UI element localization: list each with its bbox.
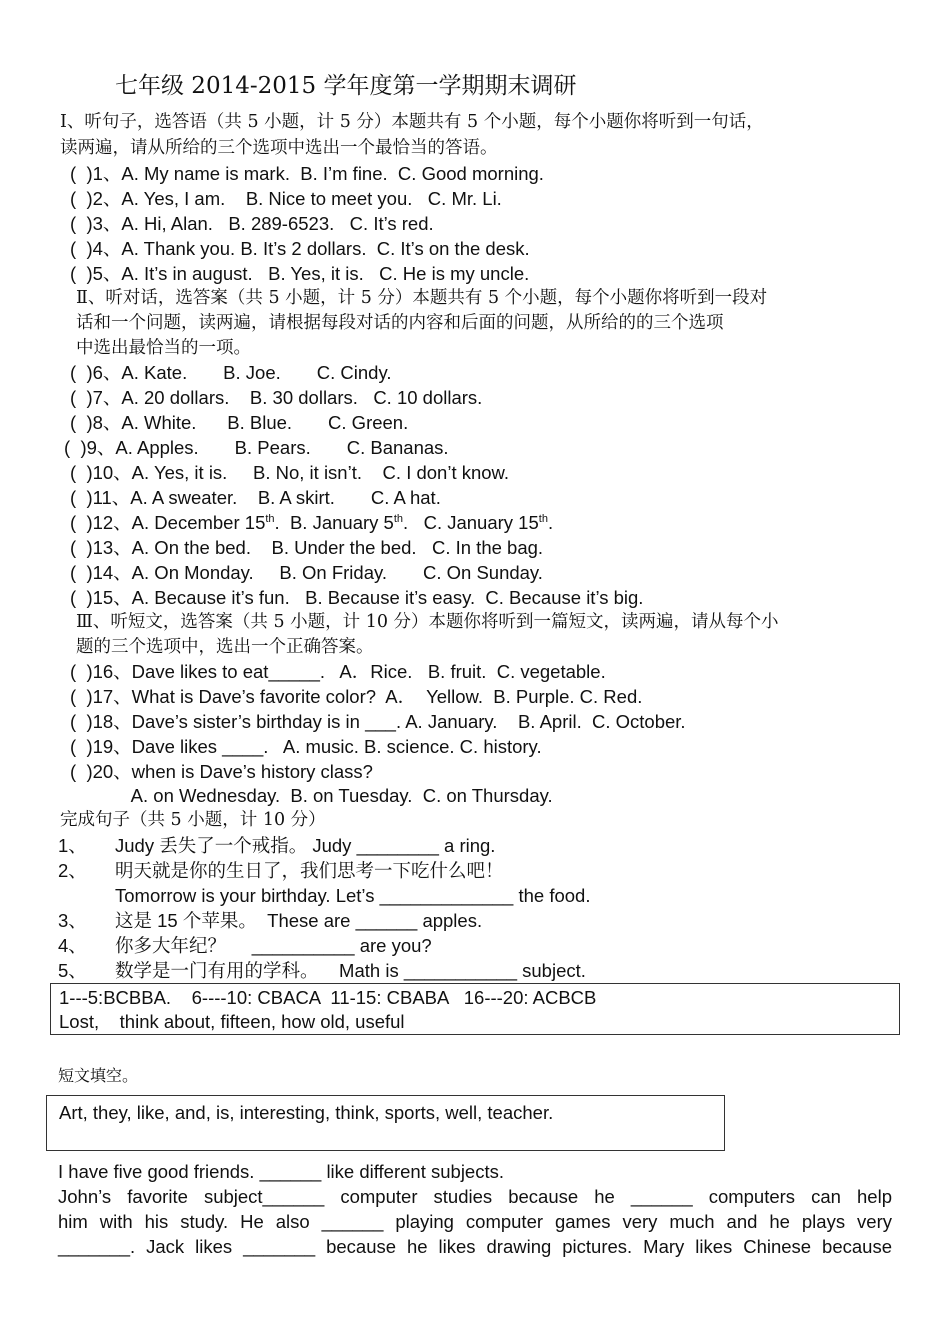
question-14: ( )14、A. On Monday. B. On Friday. C. On Sunday. [70, 562, 543, 583]
question-11: ( )11、A. A sweater. B. A skirt. C. A hat. [70, 487, 441, 508]
sentence-5-number: 5、 [58, 960, 87, 981]
passage-line-2: John’s favorite subject______ computer studies because he ______ computers can help [58, 1186, 892, 1207]
section4-heading: 完成句子（共 5 小题，计 10 分） [60, 810, 326, 830]
sentence-1: Judy 丢失了一个戒指。 Judy ________ a ring. [115, 835, 496, 856]
question-17: ( )17、What is Dave’s favorite color? A． Yellow. B. Purple. C. Red. [70, 686, 643, 707]
passage-line-4: _______. Jack likes _______ because he likes drawing pictures. Mary likes Chinese because [58, 1236, 892, 1257]
ordinal-suffix: th [538, 513, 548, 525]
question-7: ( )7、A. 20 dollars. B. 30 dollars. C. 10 dollars. [70, 387, 483, 408]
question-4: ( )4、A. Thank you. B. It’s 2 dollars. C. It’s on the desk. [70, 238, 530, 259]
section5-heading: 短文填空。 [58, 1066, 139, 1085]
sentence-3-number: 3、 [58, 910, 87, 931]
answer-key-line1: 1---5:BCBBA. 6----10: CBACA 11-15: CBABA 16---20: ACBCB [59, 987, 597, 1008]
answer-key-box [50, 983, 900, 1035]
sentence-2-english: Tomorrow is your birthday. Let’s _____________ the food. [115, 885, 591, 906]
question-12-end: . [547, 512, 554, 533]
question-12-part-a: ( )12、A. December 15 [70, 512, 266, 533]
question-1: ( )1、A. My name is mark. B. I’m fine. C. Good morning. [70, 163, 544, 184]
sentence-4-number: 4、 [58, 935, 87, 956]
exam-title: 七年级 2014-2015 学年度第一学期期末调研 [115, 73, 577, 99]
section2-heading-line2: 话和一个问题，读两遍，请根据每段对话的内容和后面的问题，从所给的的三个选项 [76, 313, 724, 333]
question-13: ( )13、A. On the bed. B. Under the bed. C. In the bag. [70, 537, 544, 558]
section2-heading-line1: Ⅱ、听对话，选答案（共 5 小题，计 5 分）本题共有 5 个小题，每个小题你将听到一段对 [76, 288, 768, 308]
question-6: ( )6、A. Kate. B. Joe. C. Cindy. [70, 362, 392, 383]
ordinal-suffix: th [393, 513, 404, 525]
question-18: ( )18、Dave’s sister’s birthday is in ___. A. January. B. April. C. October. [70, 711, 686, 732]
passage-line-3: him with his study. He also ______ playing computer games very much and he plays very [58, 1211, 892, 1232]
sentence-2-chinese: 明天就是你的生日了，我们思考一下吃什么吧！ [115, 860, 504, 881]
question-5: ( )5、A. It’s in august. B. Yes, it is. C. He is my uncle. [70, 263, 530, 284]
question-3: ( )3、A. Hi, Alan. B. 289-6523. C. It’s red. [70, 213, 434, 234]
question-8: ( )8、A. White. B. Blue. C. Green. [70, 412, 409, 433]
section1-heading-line2: 读两遍，请从所给的三个选项中选出一个最恰当的答语。 [60, 138, 498, 158]
sentence-4: 你多大年纪？ __________ are you? [115, 935, 432, 956]
word-bank-box [46, 1095, 725, 1151]
sentence-3: 这是 15 个苹果。 These are ______ apples. [115, 910, 483, 931]
section1-heading-line1: Ⅰ、听句子，选答语（共 5 小题，计 5 分）本题共有 5 个小题，每个小题你将听到一句话， [60, 112, 764, 132]
question-12 [70, 510, 553, 535]
word-bank: Art, they, like, and, is, interesting, think, sports, well, teacher. [59, 1102, 554, 1123]
question-12-part-b: . B. January 5 [274, 512, 394, 533]
answer-key-line2: Lost, think about, fifteen, how old, useful [59, 1011, 405, 1032]
question-19: ( )19、Dave likes ____. A. music. B. science. C. history. [70, 736, 542, 757]
section3-heading-line2: 题的三个选项中，选出一个正确答案。 [76, 637, 374, 657]
question-20-options: A. on Wednesday. B. on Tuesday. C. on Thursday. [70, 785, 553, 806]
section2-heading-line3: 中选出最恰当的一项。 [76, 338, 251, 358]
question-15: ( )15、A. Because it’s fun. B. Because it’s easy. C. Because it’s big. [70, 587, 644, 608]
question-9: ( )9、A. Apples. B. Pears. C. Bananas. [64, 437, 449, 458]
sentence-2-number: 2、 [58, 860, 87, 881]
ordinal-suffix: th [265, 513, 275, 525]
sentence-1-number: 1、 [58, 835, 87, 856]
passage-line-1: I have five good friends. ______ like different subjects. [58, 1161, 504, 1182]
section3-heading-line1: Ⅲ、听短文，选答案（共 5 小题，计 10 分）本题你将听到一篇短文，读两遍，请从每个小 [76, 612, 779, 632]
question-10: ( )10、A. Yes, it is. B. No, it isn’t. C. I don’t know. [70, 462, 510, 483]
sentence-5: 数学是一门有用的学科。 Math is ___________ subject. [115, 960, 586, 981]
question-16: ( )16、Dave likes to eat_____. A．Rice. B. fruit. C. vegetable. [70, 661, 606, 682]
question-2: ( )2、A. Yes, I am. B. Nice to meet you. C. Mr. Li. [70, 188, 502, 209]
question-20: ( )20、when is Dave’s history class? [70, 761, 373, 782]
question-12-part-c: . C. January 15 [403, 512, 539, 533]
